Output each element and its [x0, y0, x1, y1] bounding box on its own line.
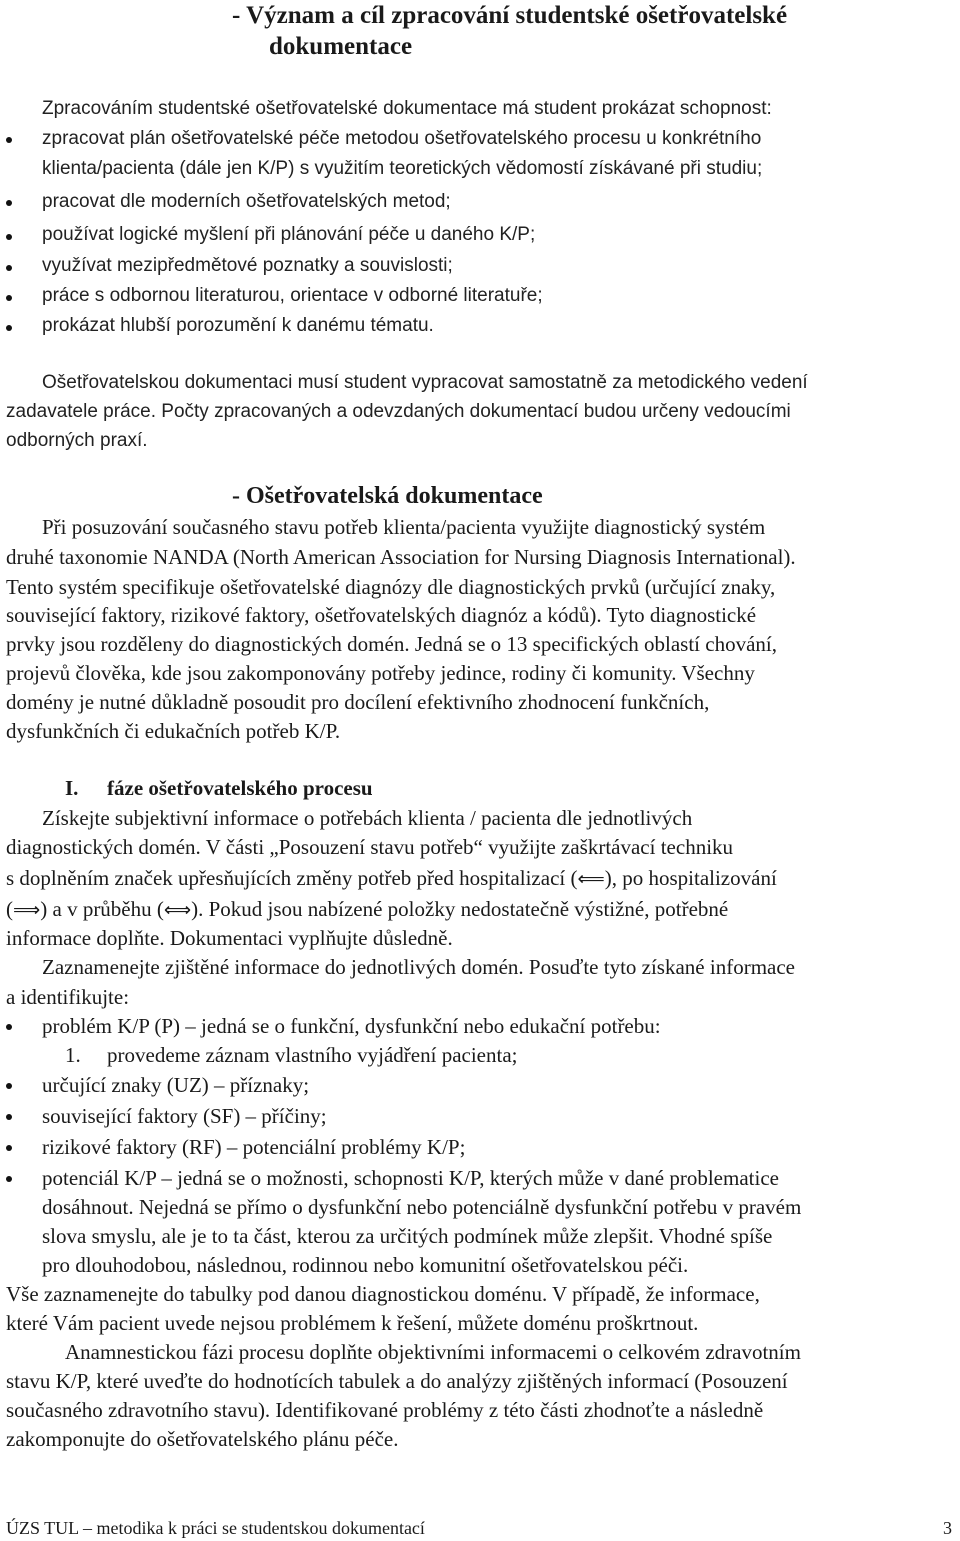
bullet-dot	[6, 234, 12, 240]
list-item-sub: provedeme záznam vlastního vyjádření pacienta;	[107, 1043, 518, 1067]
page-number: 3	[943, 1518, 952, 1538]
paragraph-line: domény je nutné důkladně posoudit pro docílení efektivního zhodnocení funkčních,	[6, 690, 710, 714]
paragraph-line: Tento systém specifikuje ošetřovatelské diagnózy dle diagnostických prvků (určující znaky,	[6, 575, 776, 599]
list-item: problém K/P (P) – jedná se o funkční, dysfunkční nebo edukační potřebu:	[42, 1014, 661, 1038]
section-heading: - Ošetřovatelská dokumentace	[232, 483, 543, 509]
paragraph-line: Vše zaznamenejte do tabulky pod danou diagnostickou doménu. V případě, že informace,	[6, 1282, 760, 1306]
list-item	[42, 128, 954, 150]
paragraph-line: dysfunkčních či edukačních potřeb K/P.	[6, 719, 341, 743]
list-item: související faktory (SF) – příčiny;	[42, 1104, 327, 1128]
bullet-dot	[6, 137, 12, 143]
list-item: používat logické myšlení při plánování péče u daného K/P;	[42, 224, 536, 245]
paragraph-line: Při posuzování současného stavu potřeb klienta/pacienta využijte diagnostický systém	[42, 515, 766, 539]
section-heading: fáze ošetřovatelského procesu	[107, 776, 373, 800]
list-item: práce s odbornou literaturou, orientace v odborné literatuře;	[42, 285, 543, 306]
paragraph-text: s doplněním značek upřesňujících změny potřeb před hospitalizací (	[6, 866, 578, 890]
bullet-dot	[6, 1145, 12, 1151]
paragraph-line	[6, 866, 777, 891]
paragraph-line: a identifikujte:	[6, 985, 130, 1009]
list-item: pracovat dle moderních ošetřovatelských metod;	[42, 191, 451, 212]
list-item-cont: dosáhnout. Nejedná se přímo o dysfunkční nebo potenciálně dysfunkční potřebu v pravém	[42, 1195, 802, 1219]
right-arrow-icon: ⟹	[13, 899, 41, 921]
paragraph-line: informace doplňte. Dokumentaci vyplňujte důsledně.	[6, 926, 453, 950]
paragraph-line: odborných praxí.	[6, 430, 148, 451]
bullet-dot	[6, 265, 12, 271]
section-heading-line1: - Význam a cíl zpracování studentské ošetřovatelské	[232, 2, 788, 29]
bullet-dot	[6, 1114, 12, 1120]
paragraph-text: (	[6, 897, 13, 921]
paragraph-line: zakomponujte do ošetřovatelského plánu péče.	[6, 1427, 399, 1451]
paragraph-line: stavu K/P, které uveďte do hodnotících tabulek a do analýzy zjištěných informací (Posouzení	[6, 1369, 788, 1393]
paragraph-text: ) a v průběhu (	[40, 897, 164, 921]
list-item: využívat mezipředmětové poznatky a souvislosti;	[42, 255, 453, 276]
list-item: potenciál K/P – jedná se o možnosti, schopnosti K/P, kterých může v dané problematice	[42, 1166, 779, 1190]
bullet-dot	[6, 295, 12, 301]
paragraph-line: zadavatele práce. Počty zpracovaných a odevzdaných dokumentací budou určeny vedoucími	[6, 401, 791, 422]
bullet-dot	[6, 1176, 12, 1182]
paragraph-line: Zaznamenejte zjištěné informace do jednotlivých domén. Posuďte tyto získané informace	[42, 955, 795, 979]
paragraph-line	[6, 897, 728, 922]
paragraph-line: druhé taxonomie NANDA (North American Association for Nursing Diagnosis International).	[6, 545, 796, 569]
paragraph-line: které Vám pacient uvede nejsou problémem k řešení, můžete doménu proškrtnout.	[6, 1311, 699, 1335]
footer-text: ÚZS TUL – metodika k práci se studentskou dokumentací	[6, 1518, 425, 1538]
double-arrow-icon: ⟺	[163, 899, 192, 921]
list-item: prokázat hlubší porozumění k danému tématu.	[42, 315, 434, 336]
section-numeral: I.	[65, 776, 79, 800]
list-item-text: zpracovat plán ošetřovatelské péče metodou ošetřovatelského procesu u konkrétního	[42, 128, 762, 149]
bullet-dot	[6, 1024, 12, 1030]
paragraph-line: současného zdravotního stavu). Identifikované problémy z této části zhodnoťte a následně	[6, 1398, 764, 1422]
list-item-number: 1.	[65, 1043, 81, 1067]
bullet-dot	[6, 325, 12, 331]
list-item: rizikové faktory (RF) – potenciální problémy K/P;	[42, 1135, 466, 1159]
paragraph-text: ). Pokud jsou nabízené položky nedostatečně výstižné, potřebné	[191, 897, 729, 921]
section-heading-line2: dokumentace	[269, 33, 413, 60]
left-arrow-icon: ⟸	[577, 868, 605, 890]
intro-text: Zpracováním studentské ošetřovatelské dokumentace má student prokázat schopnost:	[42, 98, 772, 119]
bullet-dot	[6, 200, 12, 206]
paragraph-line: projevů člověka, kde jsou zakomponovány potřeby jedince, rodiny či komunity. Všechny	[6, 661, 755, 685]
paragraph-line: Ošetřovatelskou dokumentaci musí student vypracovat samostatně za metodického vedení	[42, 372, 808, 393]
list-item-cont: pro dlouhodobou, následnou, rodinnou nebo komunitní ošetřovatelskou péči.	[42, 1253, 689, 1277]
paragraph-line: diagnostických domén. V části „Posouzení stavu potřeb“ využijte zaškrtávací techniku	[6, 835, 734, 859]
paragraph-line: Získejte subjektivní informace o potřebách klienta / pacienta dle jednotlivých	[42, 806, 693, 830]
paragraph-line: Anamnestickou fázi procesu doplňte objektivními informacemi o celkovém zdravotním	[65, 1340, 801, 1364]
paragraph-line: prvky jsou rozděleny do diagnostických domén. Jedná se o 13 specifických oblastí chování,	[6, 632, 777, 656]
list-item-cont: klienta/pacienta (dále jen K/P) s využitím teoretických vědomostí získávané při studiu;	[42, 158, 763, 179]
bullet-dot	[6, 1083, 12, 1089]
list-item: určující znaky (UZ) – příznaky;	[42, 1073, 310, 1097]
paragraph-line: související faktory, rizikové faktory, ošetřovatelských diagnóz a kódů). Tyto diagnostické	[6, 603, 757, 627]
paragraph-text: ), po hospitalizování	[604, 866, 777, 890]
list-item-cont: slova smyslu, ale je to ta část, kterou za určitých podmínek může zlepšit. Vhodné spíše	[42, 1224, 773, 1248]
